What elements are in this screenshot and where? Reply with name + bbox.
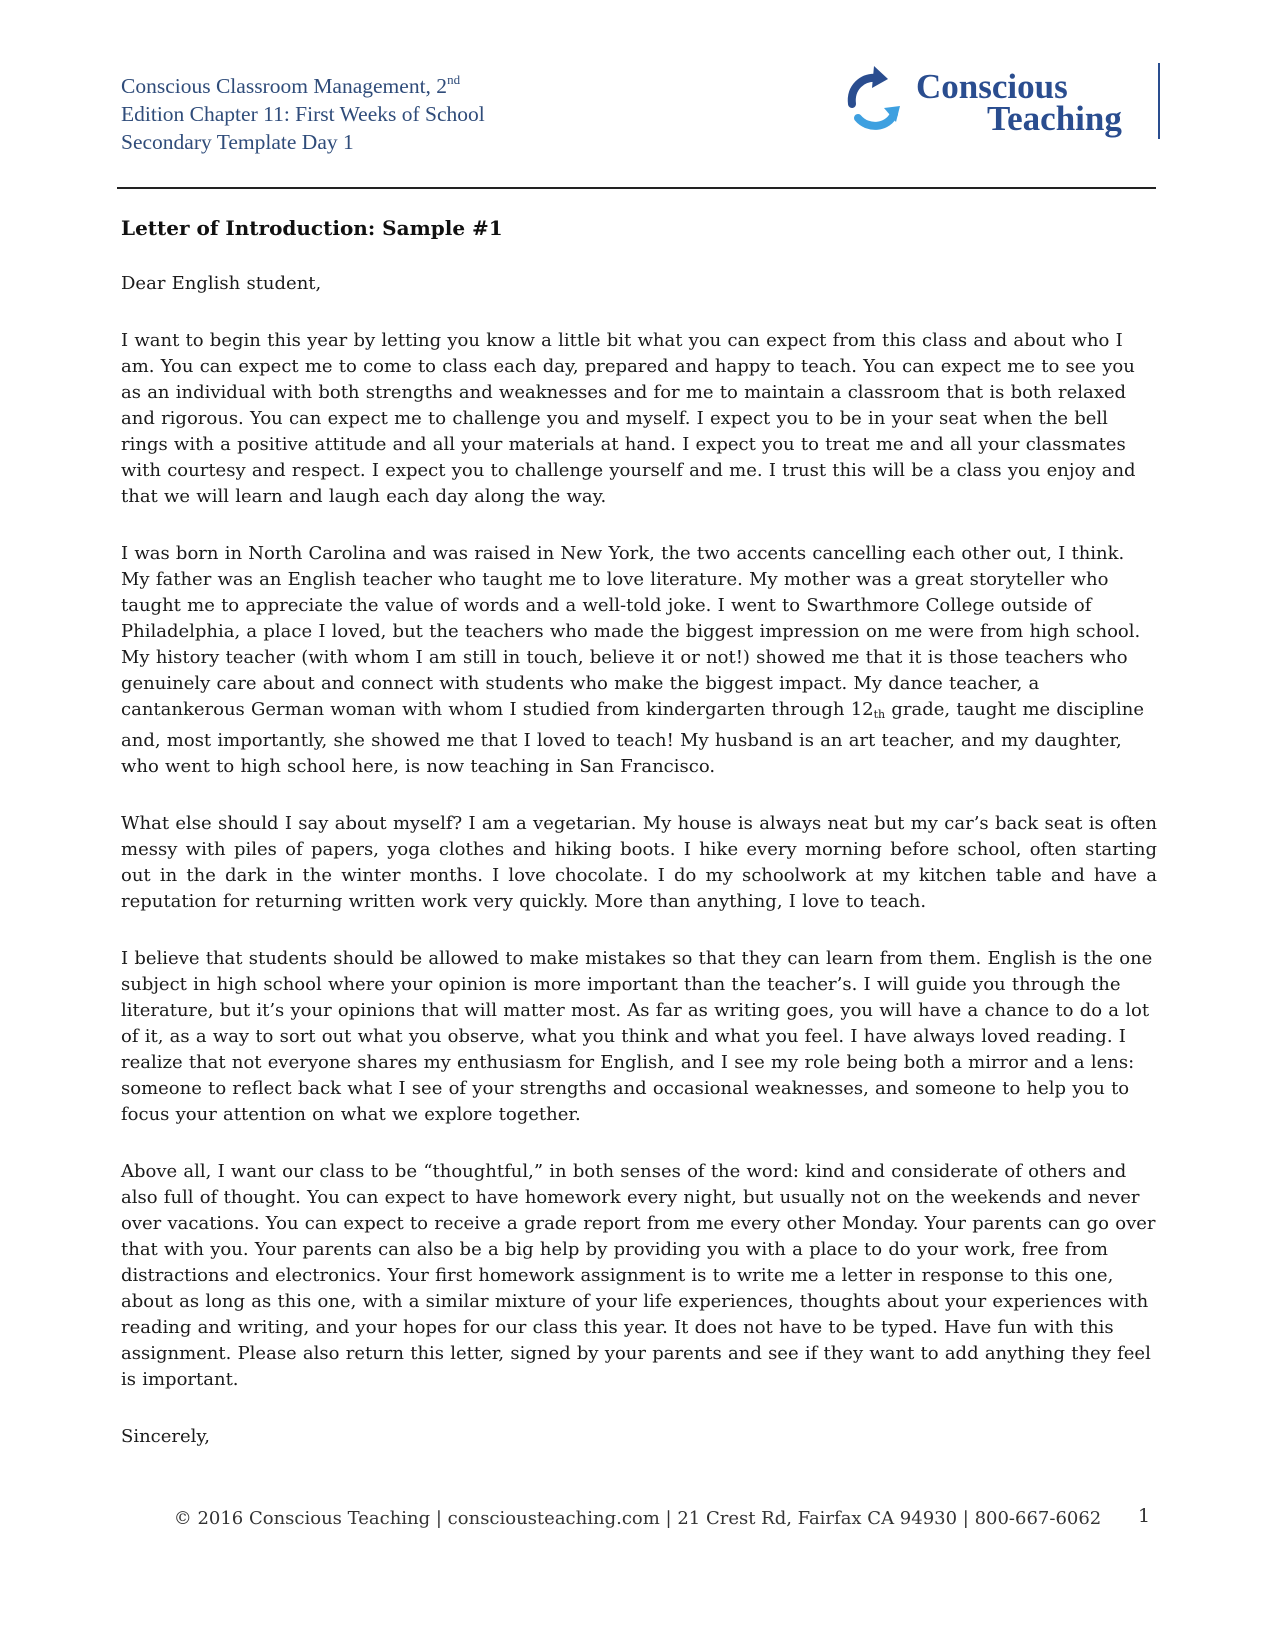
header-line-2: Edition Chapter 11: First Weeks of School bbox=[121, 102, 485, 126]
conscious-teaching-logo bbox=[838, 62, 1160, 142]
superscript-th: th bbox=[873, 708, 886, 721]
logo-vertical-rule bbox=[1158, 63, 1160, 139]
header-line-1: Conscious Classroom Management, 2nd bbox=[121, 72, 461, 98]
page-number: 1 bbox=[1138, 1505, 1151, 1527]
paragraph-3: What else should I say about myself? I am a vegetarian. My house is always neat but my car’s back seat is often messy with piles of papers, yoga clothes and hiking boots. I hike every morning before school, often starting out in the dark in the winter months. I love chocolate. I do my schoolwork at my kitchen table and have a reputation for returning written work very quickly. More than anything, I love to teach. bbox=[121, 813, 1157, 912]
paragraph-5: Above all, I want our class to be “thoughtful,” in both senses of the word: kind and considerate of others and also full of thought. You can expect to have homework every night, but usually not on the weekends and never over vacations. You can expect to receive a grade report from me every other Monday. Your parents can go over that with you. Your parents can also be a big help by providing you with a place to do your work, free from distractions and electronics. Your first homework assignment is to write me a letter in response to this one, about as long as this one, with a similar mixture of your life experiences, thoughts about your experiences with reading and writing, and your hopes for our class this year. It does not have to be typed. Have fun with this assignment. Please also return this letter, signed by your parents and see if they want to add anything they feel is important. bbox=[121, 1161, 1156, 1390]
closing: Sincerely, bbox=[121, 1426, 210, 1447]
paragraph-4: I believe that students should be allowed to make mistakes so that they can learn from them. English is the one subject in high school where your opinion is more important than the teacher’s. I will guide you through the literature, but it’s your opinions that will matter most. As far as writing goes, you will have a chance to do a lot of it, as a way to sort out what you observe, what you think and what you feel. I have always loved reading. I realize that not everyone shares my enthusiasm for English, and I see my role being both a mirror and a lens: someone to reflect back what I see of your strengths and occasional weaknesses, and someone to help you to focus your attention on what we explore together. bbox=[121, 948, 1153, 1125]
letter-title: Letter of Introduction: Sample #1 bbox=[121, 216, 503, 240]
paragraph-2: I was born in North Carolina and was raised in New York, the two accents cancelling each other out, I think. My father was an English teacher who taught me to love literature. My mother was a great storyteller who taught me to appreciate the value of words and a well-told joke. I went to Swarthmore College outside of Philadelphia, a place I loved, but the teachers who made the biggest impression on me were from high school. My history teacher (with whom I am still in touch, believe it or not!) showed me that it is those teachers who genuinely care about and connect with students who make the biggest impact. My dance teacher, a cantankerous German woman with whom I studied from kindergarten through 12th grade, taught me discipline and, most importantly, she showed me that I loved to teach! My husband is an art teacher, and my daughter, who went to high school here, is now teaching in San Francisco. bbox=[121, 543, 1145, 777]
paragraph-1: I want to begin this year by letting you know a little bit what you can expect from this class and about who I am. You can expect me to come to class each day, prepared and happy to teach. You can expect me to see you as an individual with both strengths and weaknesses and for me to maintain a classroom that is both relaxed and rigorous. You can expect me to challenge you and myself. I expect you to be in your seat when the bell rings with a positive attitude and all your materials at hand. I expect you to treat me and all your classmates with courtesy and respect. I expect you to challenge yourself and me. I trust this will be a class you enjoy and that we will learn and laugh each day along the way. bbox=[121, 330, 1136, 507]
header-line-3: Secondary Template Day 1 bbox=[121, 130, 354, 154]
circular-arrows-icon bbox=[852, 66, 900, 126]
logo-word-teaching: Teaching bbox=[987, 99, 1122, 138]
superscript-nd: nd bbox=[447, 72, 461, 87]
logo-word-conscious: Conscious bbox=[916, 67, 1068, 106]
header-divider bbox=[117, 187, 1156, 189]
footer-text: © 2016 Conscious Teaching | consciousteaching.com | 21 Crest Rd, Fairfax CA 94930 | 800-667-6062 bbox=[173, 1508, 1102, 1529]
letter-body bbox=[121, 213, 1157, 1481]
document-header bbox=[121, 72, 591, 156]
salutation: Dear English student, bbox=[121, 273, 322, 294]
